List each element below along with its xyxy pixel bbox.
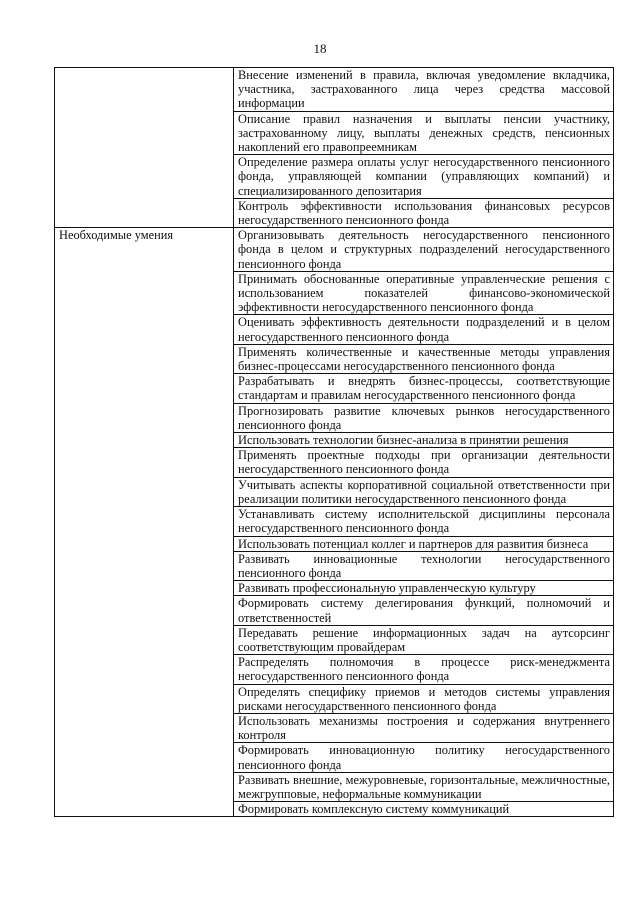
table-cell: Разрабатывать и внедрять бизнес-процессы, соответствующие стандартам и правилам негосударственного пенсионного фонда <box>234 374 614 403</box>
table-cell: Внесение изменений в правила, включая уведомление вкладчика, участника, застрахованного лица через средства массовой информации <box>234 68 614 112</box>
table-cell: Передавать решение информационных задач на аутсорсинг соответствующим провайдерам <box>234 625 614 654</box>
table-cell: Распределять полномочия в процессе риск-менеджмента негосударственного пенсионного фонда <box>234 655 614 684</box>
table-cell: Принимать обоснованные оперативные управленческие решения с использованием показателей финансово-экономической эффективности негосударственного пенсионного фонда <box>234 271 614 315</box>
table-cell: Использовать механизмы построения и содержания внутреннего контроля <box>234 713 614 742</box>
table-cell: Использовать потенциал коллег и партнеров для развития бизнеса <box>234 536 614 551</box>
table-row <box>55 228 614 272</box>
page-number: 18 <box>313 41 327 56</box>
table-cell: Развивать профессиональную управленческую культуру <box>234 581 614 596</box>
table-cell: Использовать технологии бизнес-анализа в принятии решения <box>234 433 614 448</box>
table-cell: Формировать систему делегирования функций, полномочий и ответственностей <box>234 596 614 625</box>
table-cell: Формировать инновационную политику негосударственного пенсионного фонда <box>234 743 614 772</box>
table-cell: Формировать комплексную систему коммуникаций <box>234 802 614 817</box>
table-cell: Организовывать деятельность негосударственного пенсионного фонда в целом и структурных подразделений негосударственного пенсионного фонда <box>234 228 614 272</box>
requirements-table <box>54 67 614 817</box>
skills-section <box>55 228 614 817</box>
table-cell: Развивать инновационные технологии негосударственного пенсионного фонда <box>234 551 614 580</box>
table-cell: Определять специфику приемов и методов системы управления рисками негосударственного пенсионного фонда <box>234 684 614 713</box>
empty-label-cell <box>55 68 234 228</box>
continued-section <box>55 68 614 228</box>
table-cell: Учитывать аспекты корпоративной социальной ответственности при реализации политики негосударственного пенсионного фонда <box>234 477 614 506</box>
table-cell: Применять проектные подходы при организации деятельности негосударственного пенсионного фонда <box>234 448 614 477</box>
table-cell: Описание правил назначения и выплаты пенсии участнику, застрахованному лицу, выплаты денежных средств, пенсионных накоплений его правопреемникам <box>234 111 614 155</box>
table-cell: Прогнозировать развитие ключевых рынков негосударственного пенсионного фонда <box>234 403 614 432</box>
table-cell: Определение размера оплаты услуг негосударственного пенсионного фонда, управляющей компании (управляющих компаний) и специализированного депозитария <box>234 155 614 199</box>
table-cell: Устанавливать систему исполнительской дисциплины персонала негосударственного пенсионного фонда <box>234 507 614 536</box>
table-cell: Развивать внешние, межуровневые, горизонтальные, межличностные, межгрупповые, неформальные коммуникации <box>234 772 614 801</box>
table-cell: Оценивать эффективность деятельности подразделений и в целом негосударственного пенсионного фонда <box>234 315 614 344</box>
skills-label-cell: Необходимые умения <box>55 228 234 817</box>
table-row <box>55 68 614 112</box>
table-cell: Контроль эффективности использования финансовых ресурсов негосударственного пенсионного фонда <box>234 198 614 227</box>
table-cell: Применять количественные и качественные методы управления бизнес-процессами негосударственного пенсионного фонда <box>234 344 614 373</box>
